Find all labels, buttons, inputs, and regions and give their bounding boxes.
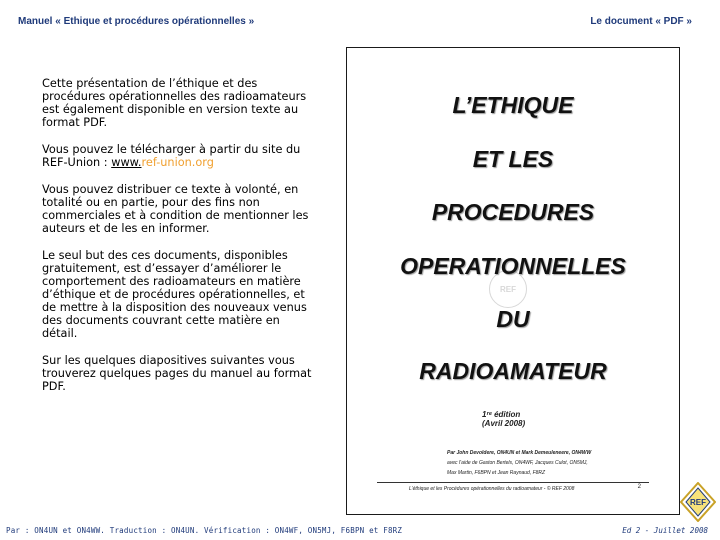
paragraph-1: Cette présentation de l’éthique et des procédures opérationnelles des radioamateurs est également disponible en version texte au format PDF. <box>42 77 307 129</box>
pdf-title-line-2: ET LES <box>472 146 554 172</box>
paragraph-4: Le seul but des ces documents, disponibles gratuitement, est d’essayer d’améliorer le comportement des radioamateurs en matière d’éthique et de procédures opérationnelles, et de mettre à la disposition des nouveaux venus des documents couvrant cette matière en détail. <box>42 249 307 340</box>
description-text <box>42 77 317 407</box>
pdf-title-line-4: OPERATIONNELLES <box>400 253 626 279</box>
ref-logo-icon <box>680 482 716 522</box>
pdf-title-line-5: DU <box>496 306 530 332</box>
paragraph-2-text: Vous pouvez le télécharger à partir du site du REF-Union : <box>42 143 301 169</box>
pdf-authors-line-1: Par John Devoldere, ON4UN et Mark Demeuleneere, ON4WW <box>447 450 592 456</box>
ref-logo-text: REF <box>690 498 706 507</box>
pdf-cover-preview <box>346 47 680 515</box>
slide-subtitle: Le document « PDF » <box>590 16 692 27</box>
credits-footer: Par : ON4UN et ON4WW. Traduction : ON4UN. Vérification : ON4WF, ON5MJ, F6BPN et F8RZ <box>6 526 403 535</box>
paragraph-5: Sur les quelques diapositives suivantes vous trouverez quelques pages du manuel au format PDF. <box>42 354 312 393</box>
ref-union-link-www[interactable]: www. <box>111 156 142 169</box>
pdf-edition-number: 1ʳᵉ édition <box>482 410 521 419</box>
paragraph-2 <box>42 143 317 169</box>
pdf-title-line-3: PROCEDURES <box>431 199 595 225</box>
pdf-page-number: 2 <box>637 484 641 490</box>
ref-union-link[interactable]: ref-union.org <box>141 156 214 169</box>
pdf-title-line-1: L’ETHIQUE <box>452 92 574 118</box>
pdf-authors-line-2: avec l’aide de Gaston Bertels, ON4WF, Jacques Culot, ON5MJ, <box>447 460 588 466</box>
edition-footer: Ed 2 - Juillet 2008 <box>622 526 708 535</box>
pdf-footer-text: L’éthique et les Procédures opérationnelles du radioamateur - © REF 2008 <box>409 486 575 492</box>
ref-watermark-logo: REF <box>489 270 527 308</box>
slide-title: Manuel « Ethique et procédures opérationnelles » <box>18 16 255 27</box>
pdf-edition-date: (Avril 2008) <box>482 419 526 428</box>
pdf-edition <box>482 410 525 428</box>
pdf-footer-divider <box>377 482 649 483</box>
pdf-title-line-6: RADIOAMATEUR <box>419 358 607 384</box>
pdf-authors-line-3: Max Martin, F6BPN et Jean Raynaud, F8RZ <box>447 470 546 476</box>
pdf-authors <box>447 448 591 478</box>
paragraph-3: Vous pouvez distribuer ce texte à volonté, en totalité ou en partie, pour des fins non commerciales et à condition de mentionner les auteurs et de les en informer. <box>42 183 309 235</box>
